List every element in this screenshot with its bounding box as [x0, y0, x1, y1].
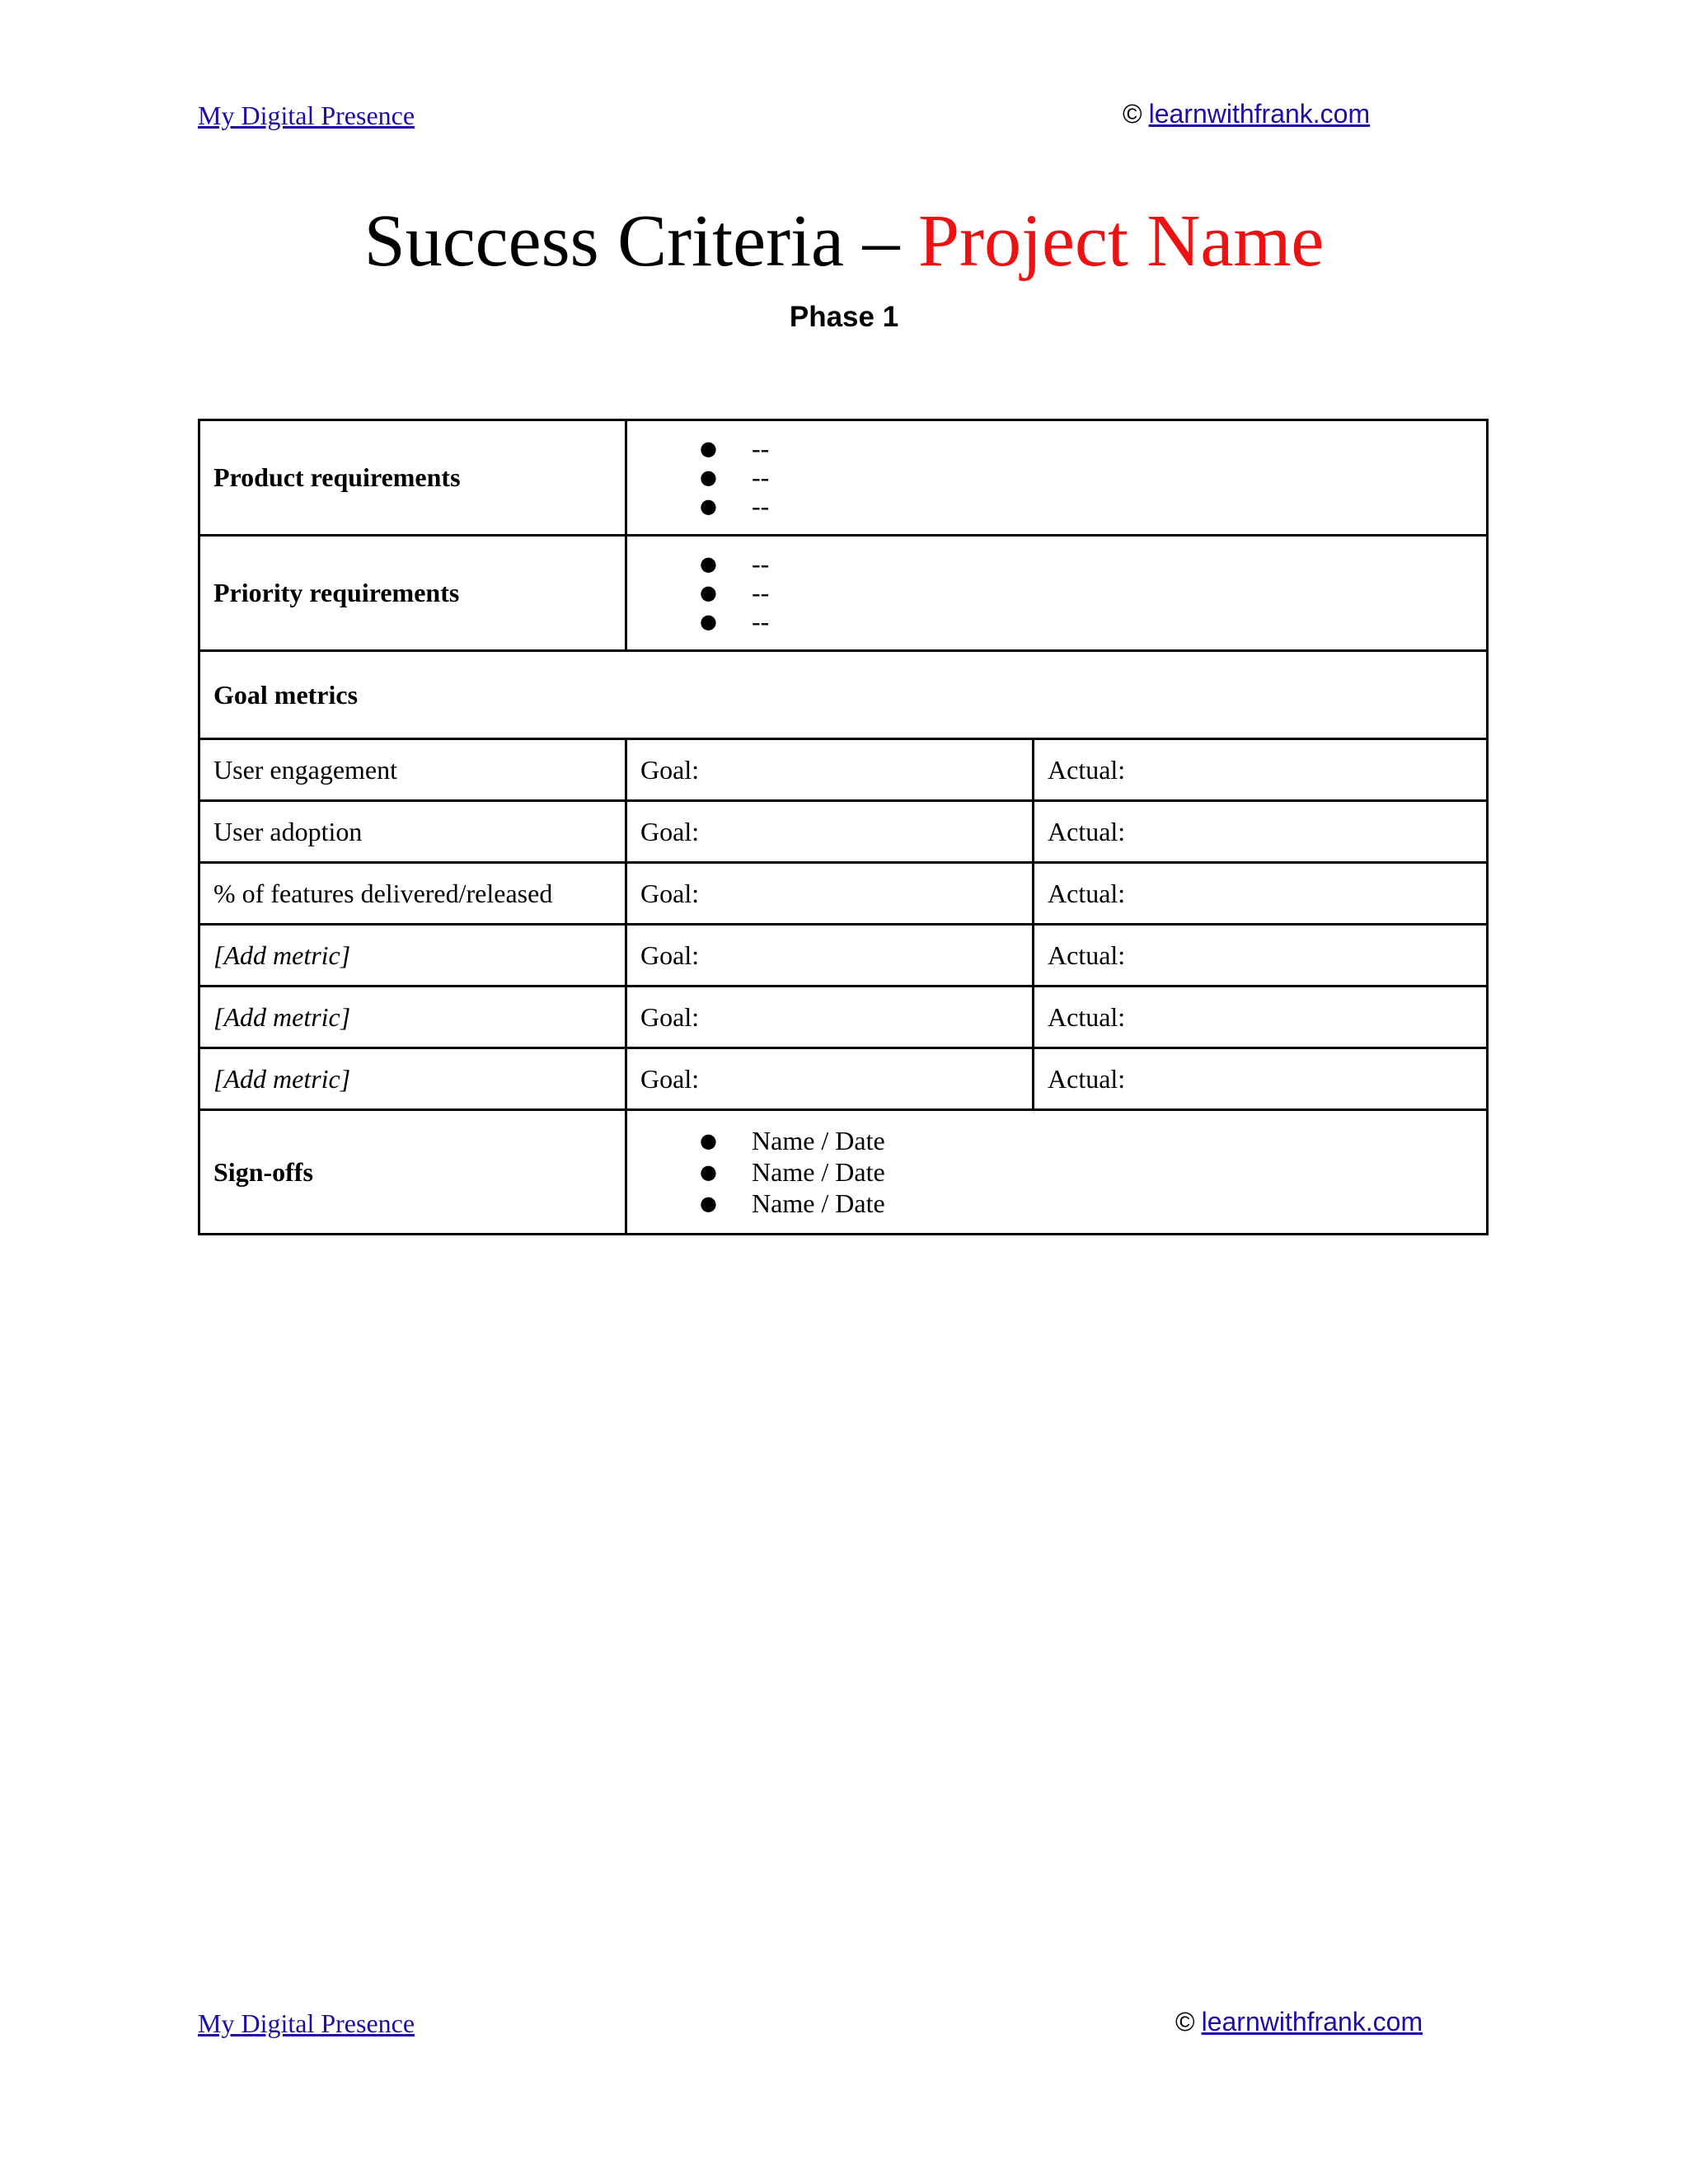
metric-name-placeholder: [Add metric]: [199, 1048, 626, 1110]
list-item: [700, 492, 1486, 521]
footer-right: [1175, 2005, 1423, 2038]
list-item-text: --: [752, 607, 770, 636]
list-item: [700, 434, 1486, 463]
table-row-product-requirements: [199, 420, 1488, 536]
metric-actual: Actual:: [1034, 1048, 1488, 1110]
header-copyright-symbol: ©: [1123, 99, 1142, 129]
metric-name-placeholder: [Add metric]: [199, 925, 626, 987]
metric-name: % of features delivered/released: [199, 863, 626, 925]
header-learnwithfrank-link[interactable]: learnwithfrank.com: [1148, 99, 1371, 129]
footer-my-digital-presence-link[interactable]: My Digital Presence: [198, 2008, 415, 2038]
bullet-icon: ●: [700, 494, 717, 518]
table-row: [199, 1048, 1488, 1110]
table-row-goal-metrics: [199, 651, 1488, 739]
metric-name: User engagement: [199, 739, 626, 801]
table-row: [199, 739, 1488, 801]
title-project-name: Project Name: [918, 200, 1325, 282]
metric-actual: Actual:: [1034, 863, 1488, 925]
list-item-text: --: [752, 462, 770, 492]
table-row: [199, 987, 1488, 1048]
metric-goal: Goal:: [626, 925, 1034, 987]
metric-name: User adoption: [199, 801, 626, 863]
goal-metrics-label: Goal metrics: [199, 651, 1488, 739]
header-my-digital-presence-link[interactable]: My Digital Presence: [198, 101, 415, 130]
footer-learnwithfrank-link[interactable]: learnwithfrank.com: [1201, 2007, 1423, 2036]
list-item: [700, 1156, 1486, 1188]
header-right: [1123, 97, 1370, 130]
sign-offs-cell: [626, 1110, 1488, 1235]
priority-requirements-cell: [626, 536, 1488, 651]
metric-actual: Actual:: [1034, 801, 1488, 863]
product-requirements-list: [640, 434, 1486, 521]
bullet-icon: ●: [700, 437, 717, 460]
table-row: [199, 863, 1488, 925]
bullet-icon: ●: [700, 610, 717, 633]
list-item-text: --: [752, 491, 770, 521]
table-row-priority-requirements: [199, 536, 1488, 651]
metric-actual: Actual:: [1034, 987, 1488, 1048]
list-item-text: Name / Date: [752, 1126, 885, 1155]
metric-actual: Actual:: [1034, 739, 1488, 801]
list-item: [700, 1125, 1486, 1156]
metric-goal: Goal:: [626, 863, 1034, 925]
list-item-text: Name / Date: [752, 1188, 885, 1218]
success-criteria-table: [198, 419, 1489, 1235]
title-main: Success Criteria –: [363, 200, 918, 282]
footer-left: [198, 2007, 415, 2040]
page-subtitle: Phase 1: [789, 301, 899, 333]
bullet-icon: ●: [700, 1129, 717, 1152]
bullet-icon: ●: [700, 581, 717, 604]
bullet-icon: ●: [700, 552, 717, 575]
table-row: [199, 801, 1488, 863]
table-row-sign-offs: [199, 1110, 1488, 1235]
metric-goal: Goal:: [626, 801, 1034, 863]
bullet-icon: ●: [700, 466, 717, 489]
list-item-text: Name / Date: [752, 1157, 885, 1187]
list-item: [700, 579, 1486, 607]
list-item-text: --: [752, 549, 770, 579]
list-item-text: --: [752, 578, 770, 607]
sign-offs-label: Sign-offs: [199, 1110, 626, 1235]
list-item: [700, 607, 1486, 636]
list-item-text: --: [752, 434, 770, 463]
priority-requirements-list: [640, 550, 1486, 636]
product-requirements-cell: [626, 420, 1488, 536]
metric-goal: Goal:: [626, 1048, 1034, 1110]
list-item: [700, 1188, 1486, 1219]
header-left: [198, 99, 415, 132]
product-requirements-label: Product requirements: [199, 420, 626, 536]
table-row: [199, 925, 1488, 987]
footer-copyright-symbol: ©: [1175, 2007, 1195, 2036]
list-item: [700, 550, 1486, 579]
metric-goal: Goal:: [626, 739, 1034, 801]
page-title: [0, 196, 1688, 287]
metric-name-placeholder: [Add metric]: [199, 987, 626, 1048]
list-item: [700, 463, 1486, 492]
metric-goal: Goal:: [626, 987, 1034, 1048]
bullet-icon: ●: [700, 1160, 717, 1183]
sign-offs-list: [640, 1125, 1486, 1219]
priority-requirements-label: Priority requirements: [199, 536, 626, 651]
metric-actual: Actual:: [1034, 925, 1488, 987]
bullet-icon: ●: [700, 1192, 717, 1215]
